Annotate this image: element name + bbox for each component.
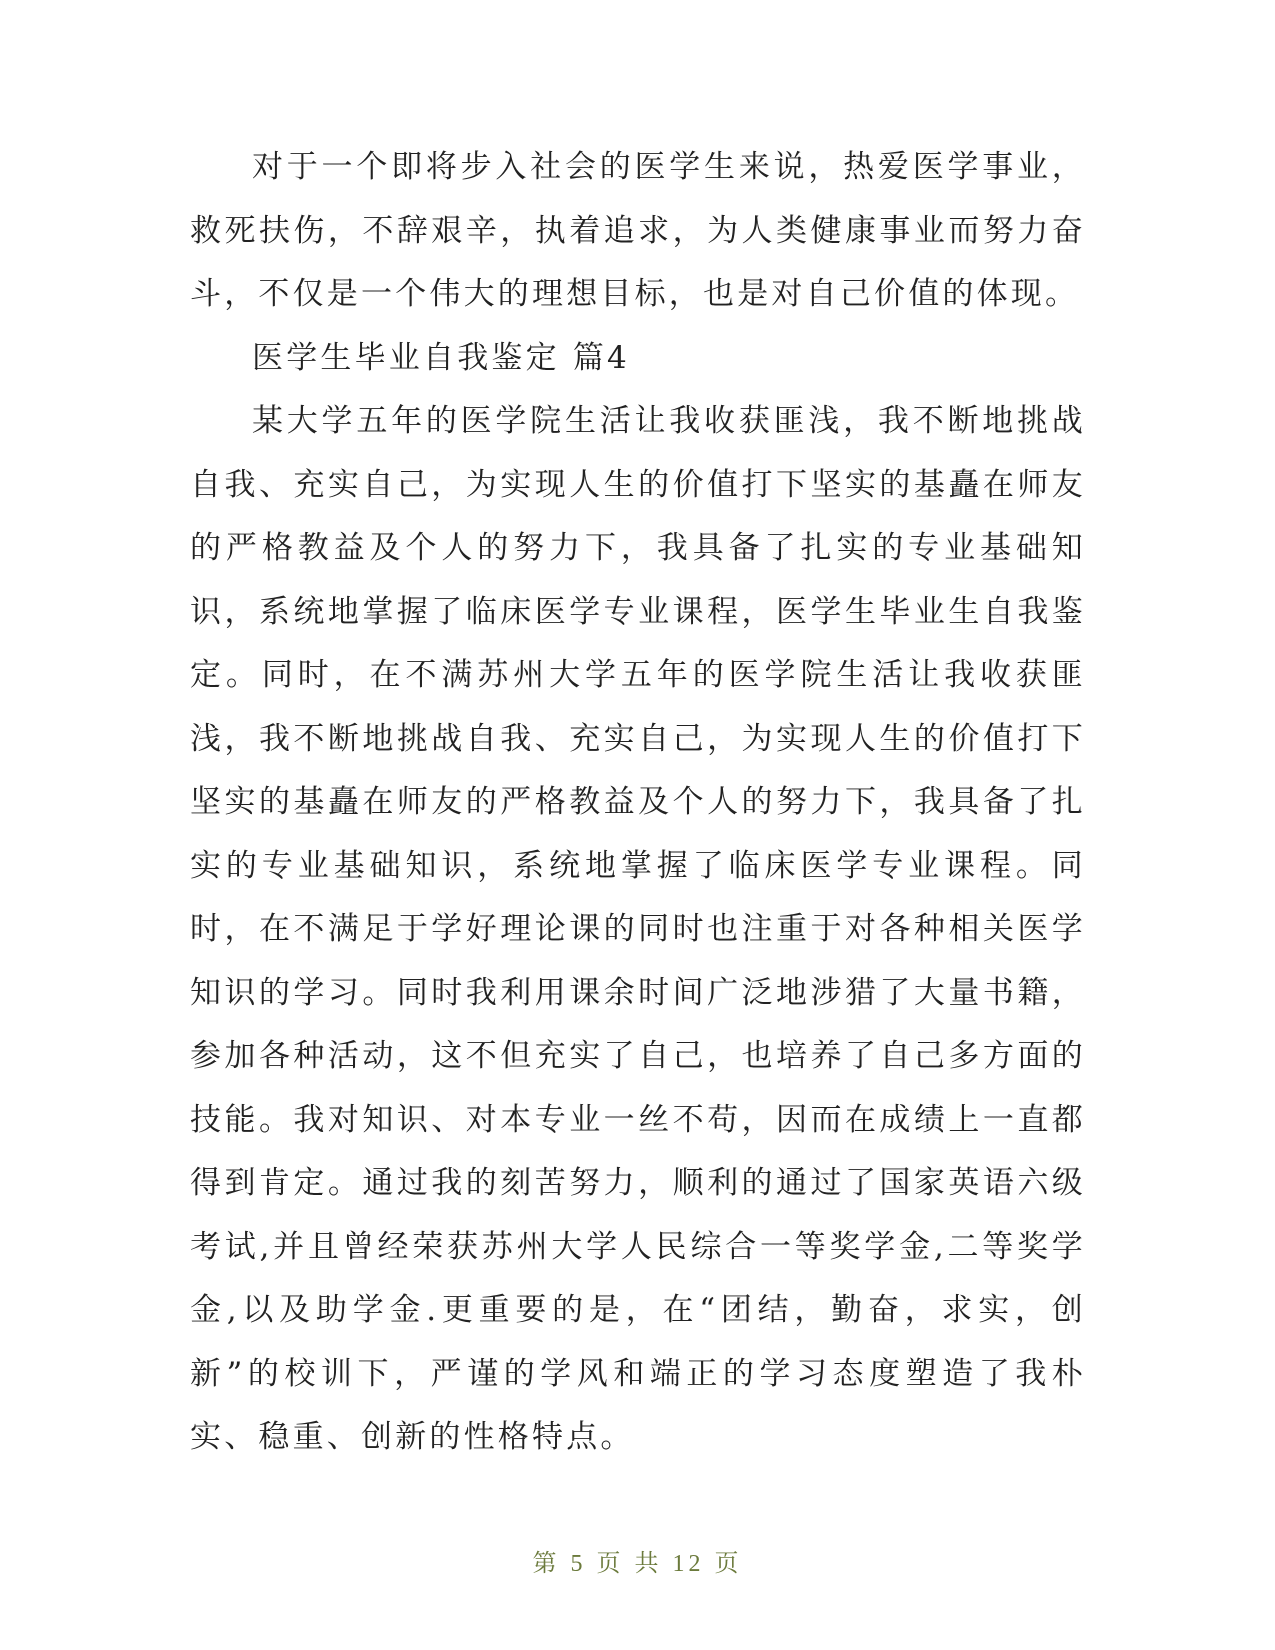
- section-heading: 医学生毕业自我鉴定 篇4: [252, 339, 630, 376]
- paragraph-intro: 对于一个即将步入社会的医学生来说，热爱医学事业，救死扶伤，不辞艰辛，执着追求，为人类健康事业而努力奋斗，不仅是一个伟大的理想目标，也是对自己价值的体现。: [190, 149, 1086, 312]
- page-number-footer: 第 5 页 共 12 页: [532, 1551, 743, 1577]
- paragraph-section-body: 某大学五年的医学院生活让我收获匪浅，我不断地挑战自我、充实自己，为实现人生的价值打下坚实的基矗在师友的严格教益及个人的努力下，我具备了扎实的专业基础知识，系统地掌握了临床医学专业课程，医学生毕业生自我鉴定。同时，在不满苏州大学五年的医学院生活让我收获匪浅，我不断地挑战自我、充实自己，为实现人生的价值打下坚实的基矗在师友的严格教益及个人的努力下，我具备了扎实的专业基础知识，系统地掌握了临床医学专业课程。同时，在不满足于学好理论课的同时也注重于对各种相关医学知识的学习。同时我利用课余时间广泛地涉猎了大量书籍，参加各种活动，这不但充实了自己，也培养了自己多方面的技能。我对知识、对本专业一丝不苟，因而在成绩上一直都得到肯定。通过我的刻苦努力，顺利的通过了国家英语六级考试,并且曾经荣获苏州大学人民综合一等奖学金,二等奖学金,以及助学金.更重要的是，在“团结，勤奋，求实，创新”的校训下，严谨的学风和端正的学习态度塑造了我朴实、稳重、创新的性格特点。: [190, 403, 1086, 1455]
- document-body: [190, 136, 1086, 1470]
